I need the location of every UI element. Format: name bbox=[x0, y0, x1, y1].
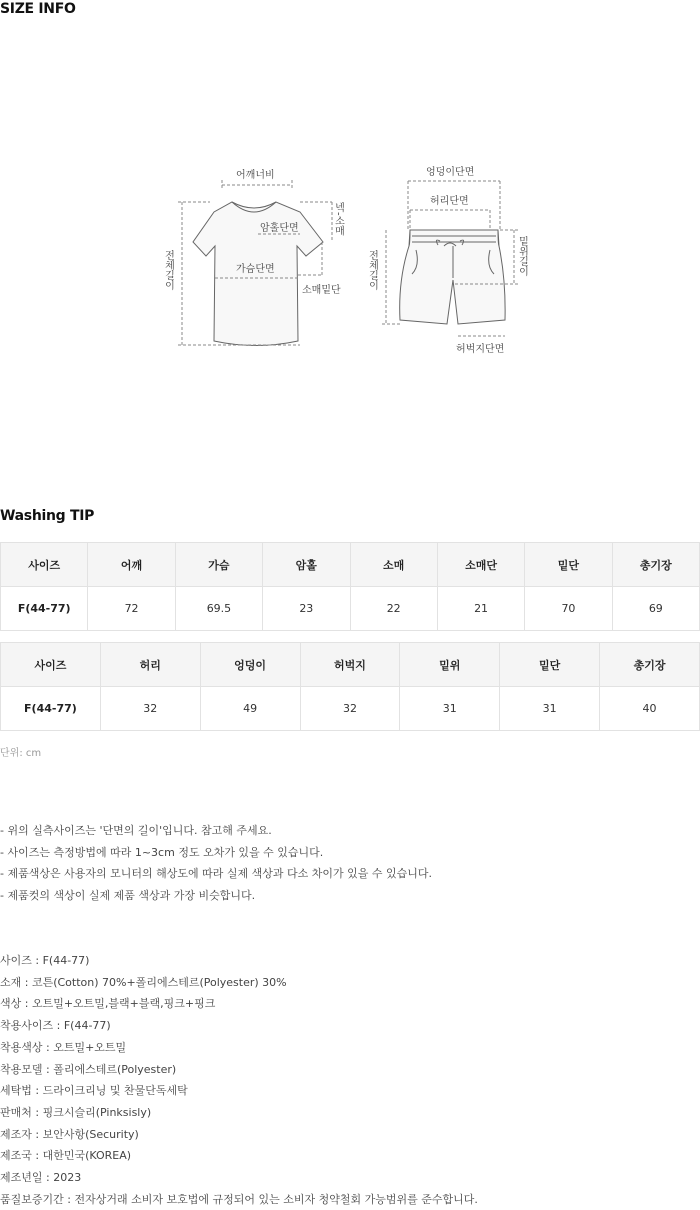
table-cell: 21 bbox=[437, 587, 524, 631]
table-header: 가슴 bbox=[175, 543, 262, 587]
label-thigh: 허벅지단면 bbox=[456, 344, 505, 355]
label-hip: 엉덩이단면 bbox=[426, 167, 475, 178]
label-sleeve-hem: 소매밑단 bbox=[302, 285, 341, 296]
table-header: 밑위 bbox=[400, 643, 500, 687]
table-header: 총기장 bbox=[612, 543, 699, 587]
table-header-row bbox=[1, 543, 700, 587]
table-header: 허리 bbox=[100, 643, 200, 687]
washing-tip-title: Washing TIP bbox=[0, 508, 95, 524]
spec-line: 소재 : 코튼(Cotton) 70%+폴리에스테르(Polyester) 30% bbox=[0, 975, 287, 989]
table-cell: 72 bbox=[88, 587, 175, 631]
table-header: 허벅지 bbox=[300, 643, 400, 687]
table-header: 어깨 bbox=[88, 543, 175, 587]
spec-line: 착용색상 : 오트밀+오트밀 bbox=[0, 1040, 127, 1054]
table-header: 암홀 bbox=[263, 543, 350, 587]
notes-list bbox=[0, 820, 432, 907]
spec-line: 제조자 : 보안사항(Security) bbox=[0, 1127, 139, 1141]
table-header: 밑단 bbox=[500, 643, 600, 687]
note-line: - 위의 실측사이즈는 '단면의 길이'입니다. 참고해 주세요. bbox=[0, 824, 272, 837]
table-header: 소매단 bbox=[437, 543, 524, 587]
spec-line: 착용사이즈 : F(44-77) bbox=[0, 1019, 111, 1033]
spec-line: 제조국 : 대한민국(KOREA) bbox=[0, 1149, 132, 1163]
table-cell: 69.5 bbox=[175, 587, 262, 631]
table-header: 사이즈 bbox=[1, 543, 88, 587]
table-header: 소매 bbox=[350, 543, 437, 587]
spec-line: 세탁법 : 드라이크리닝 및 찬물단독세탁 bbox=[0, 1084, 188, 1098]
table-row bbox=[1, 687, 700, 731]
table-cell: 49 bbox=[200, 687, 300, 731]
table-cell: 31 bbox=[500, 687, 600, 731]
size-info-title: SIZE INFO bbox=[0, 1, 76, 17]
spec-line: 사이즈 : F(44-77) bbox=[0, 954, 90, 967]
bottom-size-table bbox=[0, 642, 700, 731]
table-cell: 32 bbox=[100, 687, 200, 731]
table-cell: 40 bbox=[600, 687, 700, 731]
spec-line: 품질보증기간 : 전자상거래 소비자 보호법에 규정되어 있는 소비자 청약철회 가능범위를 준수합니다. bbox=[0, 1192, 478, 1206]
label-neck-sleeve: 넥-소매 bbox=[332, 202, 344, 236]
table-cell: 70 bbox=[525, 587, 612, 631]
unit-note: 단위: cm bbox=[0, 748, 42, 759]
label-bottom-total-length: 전체길이 bbox=[366, 250, 378, 290]
table-cell: 31 bbox=[400, 687, 500, 731]
label-rise: 밑위길이 bbox=[516, 236, 528, 276]
note-line: - 사이즈는 측정방법에 따라 1~3cm 정도 오차가 있을 수 있습니다. bbox=[0, 845, 324, 859]
table-header: 엉덩이 bbox=[200, 643, 300, 687]
label-chest: 가슴단면 bbox=[236, 264, 275, 275]
table-cell: 23 bbox=[263, 587, 350, 631]
shorts-illustration bbox=[400, 230, 505, 324]
product-specs bbox=[0, 950, 478, 1210]
table-cell: 32 bbox=[300, 687, 400, 731]
spec-line: 판매처 : 핑크시슬리(Pinksisly) bbox=[0, 1105, 152, 1119]
note-line: - 제품색상은 사용자의 모니터의 해상도에 따라 실제 색상과 다소 차이가 있을 수 있습니다. bbox=[0, 867, 432, 881]
table-cell: F(44-77) bbox=[1, 687, 101, 731]
label-shoulder: 어깨너비 bbox=[236, 170, 275, 181]
note-line: - 제품컷의 색상이 실제 제품 색상과 가장 비슷합니다. bbox=[0, 889, 256, 903]
label-top-total-length: 전체길이 bbox=[162, 250, 174, 290]
table-cell: 22 bbox=[350, 587, 437, 631]
table-cell: F(44-77) bbox=[1, 587, 88, 631]
table-cell: 69 bbox=[612, 587, 699, 631]
label-waist: 허리단면 bbox=[430, 196, 469, 207]
size-diagram bbox=[0, 150, 700, 380]
table-header: 밑단 bbox=[525, 543, 612, 587]
spec-line: 제조년일 : 2023 bbox=[0, 1171, 82, 1185]
label-armhole: 암홀단면 bbox=[260, 223, 299, 234]
spec-line: 색상 : 오트밀+오트밀,블랙+블랙,핑크+핑크 bbox=[0, 997, 216, 1011]
table-row bbox=[1, 587, 700, 631]
spec-line: 착용모델 : 폴리에스테르(Polyester) bbox=[0, 1062, 177, 1076]
top-size-table bbox=[0, 542, 700, 631]
table-header: 사이즈 bbox=[1, 643, 101, 687]
table-header: 총기장 bbox=[600, 643, 700, 687]
table-header-row bbox=[1, 643, 700, 687]
